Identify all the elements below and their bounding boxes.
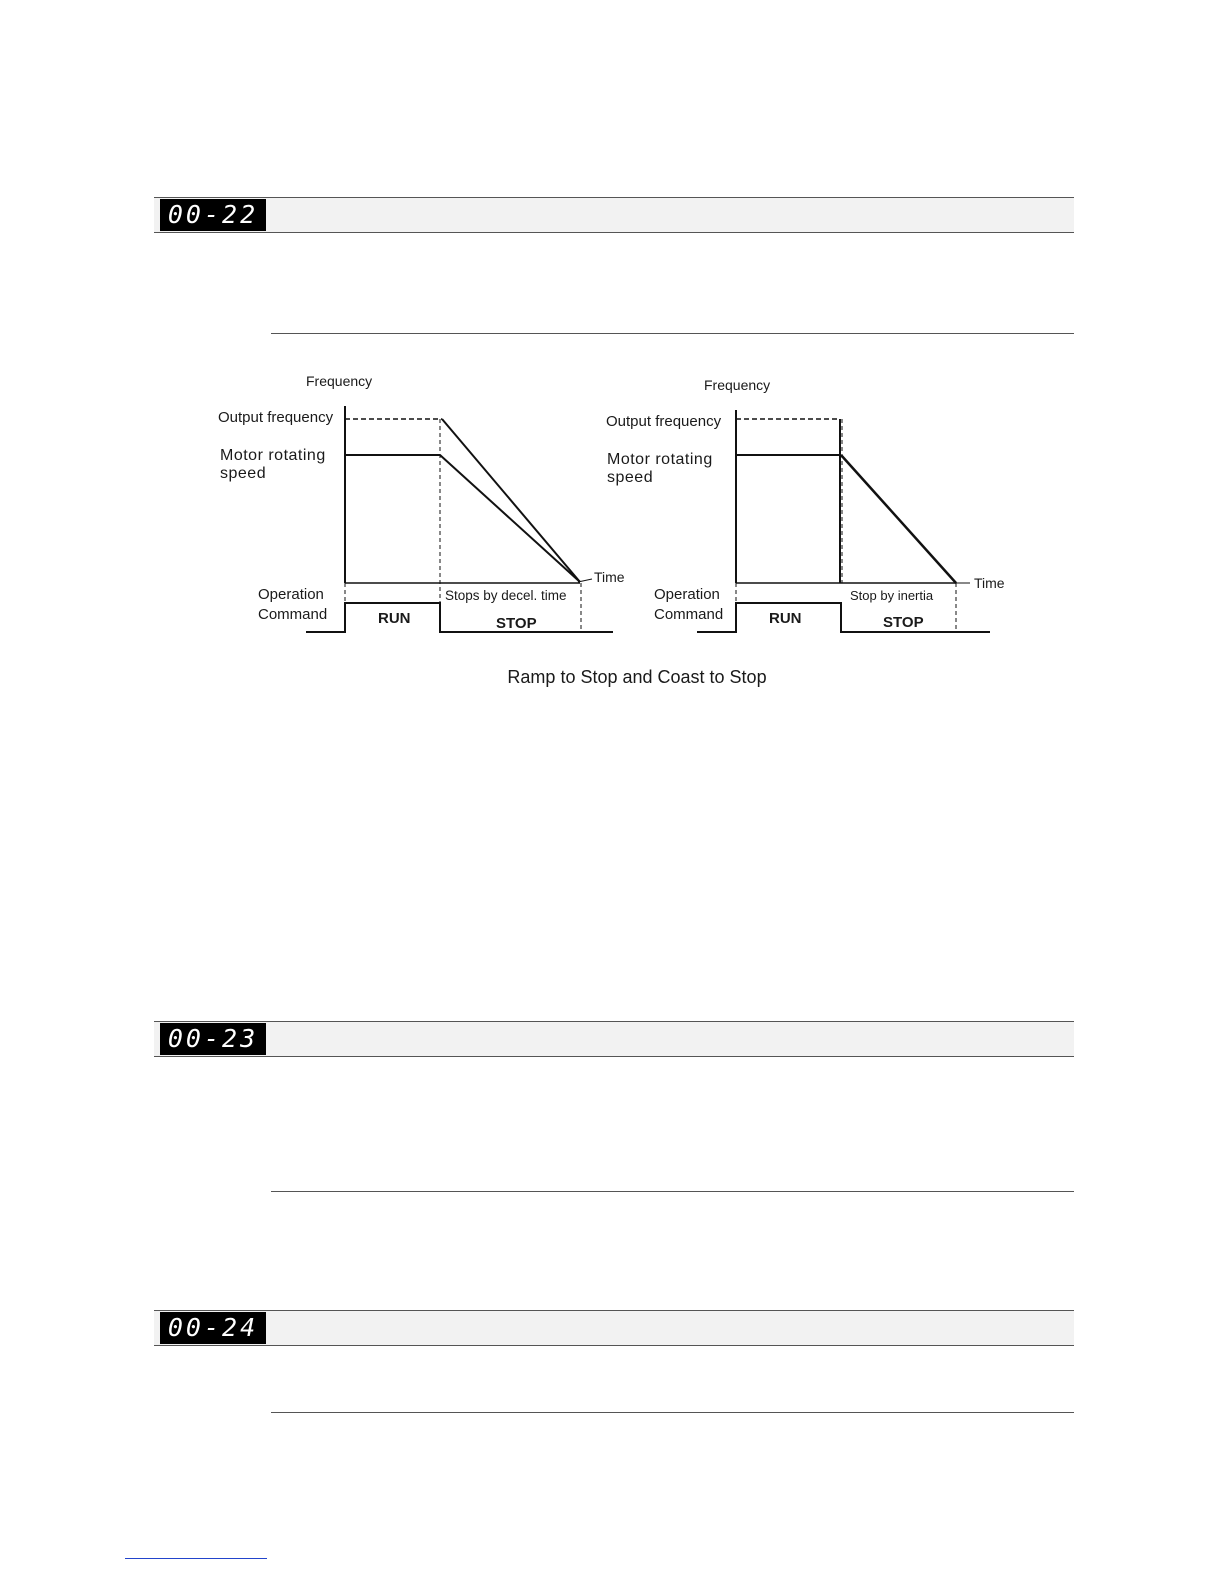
param-header-00-24 [154, 1310, 1074, 1346]
output-frequency-label: Output frequency [218, 409, 334, 426]
motor-speed-label-line2: speed [220, 465, 267, 482]
run-label: RUN [769, 610, 802, 627]
param-code-display: 00-24 [160, 1312, 266, 1344]
motor-speed-label-line1: Motor rotating [607, 451, 713, 468]
frequency-axis-label: Frequency [704, 377, 771, 393]
param-code-display: 00-23 [160, 1023, 266, 1055]
time-axis-label: Time [594, 569, 625, 585]
operation-label-line1: Operation [654, 586, 720, 603]
time-axis-label: Time [974, 575, 1005, 591]
ramp-to-stop-panel [218, 373, 625, 633]
stop-mode-label: Stop by inertia [850, 588, 934, 603]
coast-to-stop-panel [606, 377, 1005, 633]
output-frequency-ramp [442, 419, 580, 582]
footer-rule [125, 1558, 267, 1559]
stop-label: STOP [496, 615, 537, 632]
param-header-00-23 [154, 1021, 1074, 1057]
operation-label-line2: Command [258, 606, 328, 623]
run-label: RUN [378, 610, 411, 627]
section-separator [271, 1412, 1074, 1413]
motor-speed-coast [841, 455, 956, 583]
time-leader [578, 579, 592, 582]
output-frequency-label: Output frequency [606, 413, 722, 430]
stop-method-diagram [0, 0, 1224, 720]
motor-speed-label-line2: speed [607, 469, 654, 486]
motor-speed-label-line1: Motor rotating [220, 447, 326, 464]
operation-command-waveform [306, 603, 613, 632]
stop-label: STOP [883, 614, 924, 631]
frequency-axis-label: Frequency [306, 373, 373, 389]
section-separator [271, 1191, 1074, 1192]
motor-speed-ramp [440, 455, 580, 582]
operation-label-line1: Operation [258, 586, 324, 603]
diagram-caption: Ramp to Stop and Coast to Stop [507, 667, 767, 687]
operation-label-line2: Command [654, 606, 724, 623]
operation-command-waveform [697, 603, 990, 632]
param-code-display: 00-22 [160, 199, 266, 231]
stop-mode-label: Stops by decel. time [445, 588, 567, 603]
